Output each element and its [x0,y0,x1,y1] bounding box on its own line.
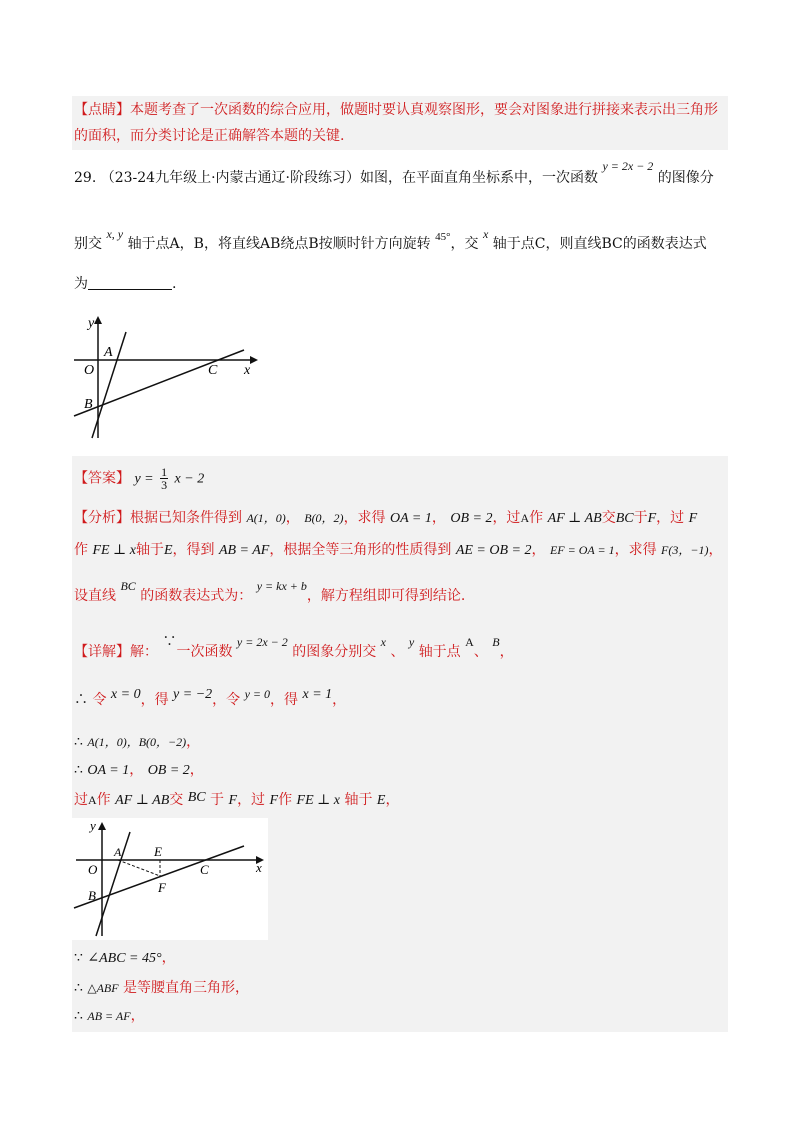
analysis-f3: F(3，−1) [661,543,709,557]
detail-y: y [408,635,415,649]
analysis-l2c: ，得到 [172,542,215,558]
fig2-label-c: C [200,862,209,877]
analysis-line-2: 作 FE ⊥ x轴于E，得到 AB = AF，根据全等三角形的性质得到 AE = OB = 2， EF = OA = 1，求得 F(3，−1)， [74,542,723,558]
answer-lhs: y = [134,471,154,487]
fig2-label-b: B [88,888,96,903]
therefore-symbol-5: ∴ [74,1008,83,1024]
detail-dun: 、 [390,644,405,660]
tip-tag: 【点睛】 [74,102,130,118]
analysis-l2d: ，根据全等三角形的性质得到 [269,542,452,558]
analysis-fe-x: FE ⊥ x [92,543,136,558]
detail-x0: x = 0 [110,687,141,702]
tip-line-1 [74,100,718,120]
detail-ling: 令 [92,692,107,708]
detail-t2: 一次函数 [176,644,233,660]
tip-text-2: 的面积，而分类讨论是正确解答本题的关键. [74,128,345,144]
fig2-y-axis-arrow [98,822,106,830]
detail-line-7: ∴ △ABF 是等腰直角三角形， [74,980,250,996]
detail-x: x [380,635,386,649]
analysis-t1: 根据已知条件得到 [130,510,242,526]
tip-line-2 [74,126,344,146]
therefore-symbol-4: ∴ [74,980,83,996]
detail-line-8: ∴ AB = AF， [74,1008,145,1024]
detail-y-neg2: y = −2 [173,687,213,702]
detail-zuo-2: 作 [278,792,293,808]
question-text-1: 如图，在平面直角坐标系中，一次函数 [359,170,598,186]
detail-ab-af: AB = AF [87,1009,131,1023]
fig2-label-a: A [114,845,122,859]
because-symbol: ∵ [162,634,177,650]
question-text-3-end: . [172,276,177,292]
x-axis-arrow [250,356,258,364]
analysis-ob: OB = 2 [450,511,493,526]
analysis-f2: F [688,511,698,526]
question-source: （23-24九年级上·内蒙古通辽·阶段练习） [100,170,360,186]
y-axis-arrow [94,316,102,324]
detail-line-3: ∴ A(1，0)，B(0，−2)， [74,734,201,750]
detail-line-1: 【详解】解： ∵一次函数 y = 2x − 2 的图象分别交 x 、 y 轴于点 A、 B， [74,634,514,660]
analysis-ab-af: AB = AF [218,543,270,558]
question-number: 29. [74,170,97,186]
therefore-symbol-3: ∴ [74,762,83,778]
figure-1 [70,312,260,442]
analysis-bc2: BC [120,579,136,593]
analysis-t2: ，求得 [343,510,386,526]
analysis-e: E [163,543,173,558]
tip-text-1: 本题考查了一次函数的综合应用，做题时要认真观察图形，要会对图象进行拼接来表示出三角形 [130,102,718,118]
analysis-t7: ，过 [656,510,685,526]
answer-line [74,466,204,491]
detail-t1: 解： [130,644,158,660]
because-symbol-2: ∵ [74,950,83,966]
answer-fraction [160,466,168,491]
question-line-1 [74,159,714,188]
analysis-oa: OA = 1 [390,511,432,526]
question-xy: x, y [106,227,124,241]
detail-y0: y = 0 [244,687,271,701]
detail-oa: OA = 1 [87,763,130,778]
question-x: x [482,227,489,241]
question-angle [435,231,450,243]
question-line-3 [74,274,176,294]
question-line-2 [74,227,707,255]
analysis-tag: 【分析】 [74,510,130,526]
analysis-kxb: y = kx + b [256,579,307,593]
angle-value: 45 [435,231,447,243]
fraction-denominator: 3 [161,478,168,492]
detail-line-6: ∵ ∠ABC = 45°， [74,950,176,966]
analysis-l3a: 设直线 [74,588,116,604]
detail-jiao: 交 [169,792,184,808]
detail-coords: A(1，0)，B(0，−2) [87,735,187,749]
detail-line-2: ∴ 令 x = 0，得 y = −2，令 y = 0，得 x = 1， [74,687,347,708]
question-text-2b: 轴于点A，B，将直线AB绕点B按顺时针方向旋转 [127,236,431,252]
detail-de2: ，得 [270,692,299,708]
figure-2 [72,818,268,940]
fig1-label-o: O [84,363,95,378]
question-text-3a: 为 [74,276,88,292]
detail-ob: OB = 2 [147,763,190,778]
analysis-t3: ，过 [492,510,521,526]
analysis-point-a: A(1，0) [246,511,286,525]
question-text-1-end: 的图像分 [657,170,714,186]
angle-degree: ° [446,231,451,243]
detail-guo2: ，过 [237,792,266,808]
detail-t4: 轴于点 [418,644,461,660]
detail-iso: 是等腰直角三角形 [123,980,236,996]
analysis-t5: 交 [601,510,616,526]
detail-tri: △ABF [87,981,119,995]
question-text-2d: 轴于点C，则直线BC的函数表达式 [492,236,707,252]
detail-line-4: ∴ OA = 1， OB = 2， [74,762,204,778]
analysis-line-1: 【分析】根据已知条件得到 A(1，0)， B(0，2)，求得 OA = 1， OB = 2，过A作 AF ⊥ AB交BC于F，过 F [74,510,698,526]
analysis-t6: 于 [633,510,648,526]
detail-zuo: 作 [96,792,111,808]
detail-t3: 的图象分别交 [292,644,377,660]
fig1-label-b: B [84,397,93,412]
fig1-label-c: C [208,363,218,378]
fig2-line-ab [96,832,130,936]
analysis-f: F [647,511,657,526]
detail-f: F [228,793,238,808]
therefore-symbol-2: ∴ [74,734,83,750]
detail-angle: ∠ABC = 45° [87,951,162,966]
detail-ling2: ，令 [212,692,241,708]
fig1-label-y: y [88,316,95,331]
answer-blank [88,275,172,290]
fraction-numerator: 1 [161,465,168,479]
fig1-label-a: A [104,345,113,360]
detail-bc: BC [187,790,206,805]
fig2-label-y: y [90,818,96,833]
detail-b: B [492,635,500,649]
detail-af-ab: AF ⊥ AB [115,793,170,808]
analysis-point-b: B(0，2) [304,511,344,525]
detail-tag: 【详解】 [74,644,130,660]
detail-f-2: F [269,793,279,808]
fig1-label-x: x [244,363,251,378]
fig2-label-f: F [158,880,166,895]
detail-guo: 过 [74,792,88,808]
analysis-bc: BC [615,511,634,526]
answer-tag: 【答案】 [74,470,130,487]
analysis-l3c: ，解方程组即可得到结论. [306,588,466,604]
analysis-a: A [520,511,530,525]
detail-zhou: 轴于 [344,792,373,808]
detail-fe-x: FE ⊥ x [296,793,341,808]
analysis-l2a: 作 [74,542,88,558]
detail-a-2: A [88,793,97,807]
detail-line-5: 过A作 AF ⊥ AB交 BC 于 F，过 F作 FE ⊥ x 轴于 E， [74,790,400,808]
analysis-t4: 作 [529,510,544,526]
fig2-label-x: x [256,860,262,875]
question-func: y = 2x − 2 [602,159,654,173]
analysis-l2b: 轴于 [135,542,164,558]
therefore-symbol-1: ∴ [74,692,88,708]
detail-func: y = 2x − 2 [236,635,288,649]
detail-de: ，得 [140,692,169,708]
question-text-2c: ，交 [450,236,479,252]
analysis-ef-oa: EF = OA = 1 [549,543,615,557]
analysis-l3b: 的函数表达式为： [140,588,253,604]
answer-rhs: x − 2 [174,471,205,487]
fig2-label-e: E [154,844,162,859]
detail-a: A [465,635,474,649]
analysis-af-ab: AF ⊥ AB [547,511,602,526]
analysis-ae-ob: AE = OB = 2 [455,543,532,558]
analysis-line-3 [74,579,466,606]
detail-yu: 于 [210,792,225,808]
detail-x1: x = 1 [302,687,333,702]
question-text-2a: 别交 [74,236,102,252]
fig2-label-o: O [88,862,98,877]
detail-e: E [376,793,386,808]
analysis-l2e: ，求得 [614,542,657,558]
fig2-line-af [118,860,160,876]
